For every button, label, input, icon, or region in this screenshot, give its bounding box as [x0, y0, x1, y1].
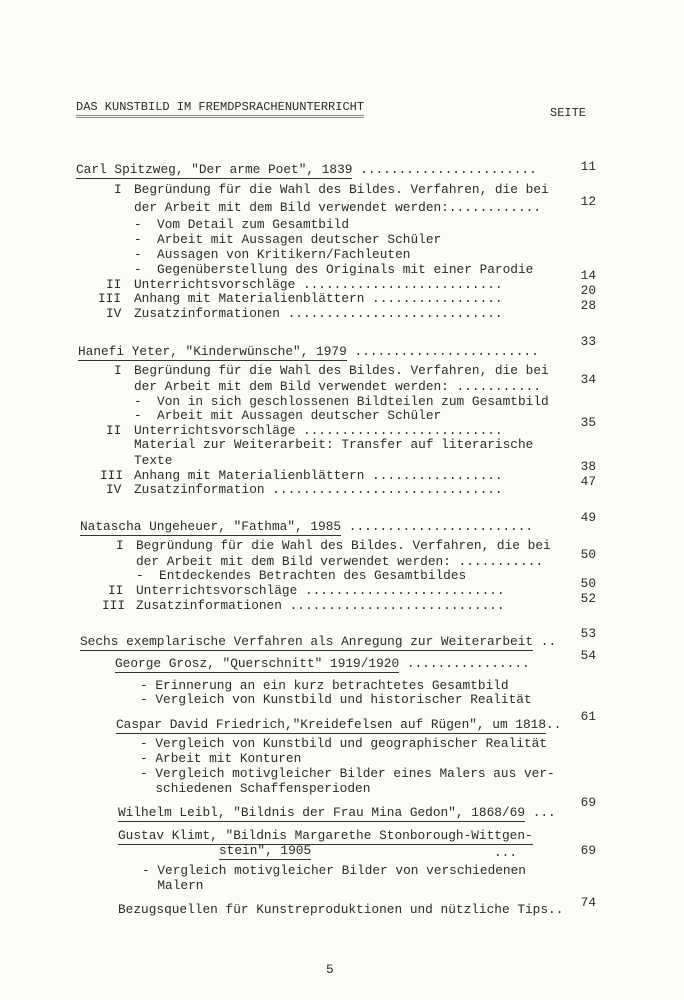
toc-entry: Texte	[134, 453, 173, 468]
toc-entry: Begründung für die Wahl des Bildes. Verfahren, die bei	[134, 182, 549, 197]
page-ref: 47	[580, 474, 596, 489]
toc-bullet: - Entdeckendes Betrachten des Gesamtbildes	[136, 568, 467, 583]
toc-bullet: Malern	[142, 878, 204, 893]
subsection-title: George Grosz, "Querschnitt" 1919/1920	[115, 656, 400, 671]
roman-numeral: IV	[106, 306, 122, 321]
toc-entry: Anhang mit Materialienblättern .................	[134, 291, 503, 306]
toc-bullet: - Vergleich von Kunstbild und historischer Realität	[140, 692, 532, 707]
toc-entry: der Arbeit mit dem Bild verwendet werden: ...........	[134, 379, 542, 394]
page-number: 5	[326, 962, 334, 977]
toc-bullet: - Gegenüberstellung des Originals mit einer Parodie	[134, 262, 534, 277]
roman-numeral: III	[98, 291, 122, 306]
toc-entry: Anhang mit Materialienblättern .................	[134, 468, 503, 483]
toc-entry: Zusatzinformation ..............................	[134, 482, 503, 497]
toc-bullet: - Von in sich geschlossenen Bildteilen zum Gesamtbild	[134, 394, 549, 409]
toc-subsection-klimt	[118, 828, 533, 844]
roman-numeral: I	[114, 182, 122, 197]
page-ref: 69	[580, 795, 596, 810]
toc-subsection-grosz	[115, 656, 530, 672]
toc-subsection-klimt-cont	[219, 843, 311, 859]
roman-numeral: I	[114, 363, 122, 378]
toc-bullet: - Arbeit mit Aussagen deutscher Schüler	[134, 232, 442, 247]
page-column-label: SEITE	[550, 106, 587, 120]
toc-entry: Unterrichtsvorschläge ..........................	[136, 583, 505, 598]
toc-entry: Unterrichtsvorschläge ..........................	[134, 423, 503, 438]
page-ref: 54	[580, 648, 596, 663]
toc-subsection-leibl	[118, 805, 556, 821]
toc-entry: Unterrichtsvorschläge ..........................	[134, 277, 503, 292]
leader-dots: .......................	[352, 162, 537, 177]
page-ref: 34	[580, 372, 596, 387]
page-ref: 38	[580, 459, 596, 474]
toc-bullet: schiedenen Schaffensperioden	[140, 781, 371, 796]
page-ref: 50	[580, 576, 596, 591]
toc-section-spitzweg	[76, 162, 537, 178]
toc-bullet: - Aussagen von Kritikern/Fachleuten	[134, 247, 411, 262]
toc-bullet: - Erinnerung an ein kurz betrachtetes Gesamtbild	[140, 678, 509, 693]
page-ref: 28	[580, 298, 596, 313]
toc-entry-bezugsquellen: Bezugsquellen für Kunstreproduktionen und nützliche Tips..	[118, 902, 564, 917]
toc-bullet: - Vom Detail zum Gesamtbild	[134, 217, 350, 232]
roman-numeral: III	[102, 598, 126, 613]
page-ref: 33	[580, 334, 596, 349]
page-ref: 53	[580, 626, 596, 641]
toc-bullet: - Vergleich motivgleicher Bilder eines Malers aus ver-	[140, 766, 555, 781]
subsection-title: Caspar David Friedrich,"Kreidefelsen auf Rügen", um 1818	[116, 717, 547, 732]
page-ref: 12	[580, 194, 596, 209]
toc-bullet: - Vergleich von Kunstbild und geographischer Realität	[140, 736, 548, 751]
page-ref: 52	[580, 591, 596, 606]
toc-subsection-friedrich	[116, 717, 561, 733]
roman-numeral: II	[108, 583, 124, 598]
roman-numeral: IV	[106, 482, 122, 497]
toc-bullet: - Arbeit mit Aussagen deutscher Schüler	[134, 408, 442, 423]
page-ref: 14	[580, 268, 596, 283]
toc-section-verfahren	[80, 634, 556, 650]
document-title	[76, 99, 364, 115]
toc-entry: der Arbeit mit dem Bild verwendet werden:............	[134, 200, 542, 215]
toc-section-ungeheuer	[80, 519, 533, 535]
section-title: Hanefi Yeter, "Kinderwünsche", 1979	[78, 344, 347, 359]
leader-dots: ..	[533, 634, 557, 649]
roman-numeral: III	[100, 468, 124, 483]
toc-entry: Begründung für die Wahl des Bildes. Verfahren, die bei	[136, 538, 551, 553]
leader-dots: ........................	[341, 519, 534, 534]
section-title: Natascha Ungeheuer, "Fathma", 1985	[80, 519, 342, 534]
section-title: Sechs exemplarische Verfahren als Anregung zur Weiterarbeit	[80, 634, 534, 649]
page-ref: 69	[580, 843, 596, 858]
roman-numeral: I	[116, 538, 124, 553]
subsection-title: Gustav Klimt, "Bildnis Margarethe Stonborough-Wittgen-	[118, 828, 533, 843]
page-ref: 20	[580, 283, 596, 298]
toc-entry: der Arbeit mit dem Bild verwendet werden: ...........	[136, 554, 544, 569]
toc-entry: Zusatzinformationen ............................	[136, 598, 505, 613]
leader-dots: ...	[494, 845, 518, 860]
leader-dots: ..	[546, 717, 562, 732]
page-ref: 61	[580, 709, 596, 724]
toc-entry: Begründung für die Wahl des Bildes. Verfahren, die bei	[134, 363, 549, 378]
roman-numeral: II	[106, 277, 122, 292]
document-title-text: DAS KUNSTBILD IM FREMDPSRACHENUNTERRICHT	[76, 100, 364, 118]
leader-dots: ................	[399, 656, 530, 671]
page-ref: 50	[580, 547, 596, 562]
page-ref: 49	[580, 510, 596, 525]
toc-entry: Zusatzinformationen ............................	[134, 306, 503, 321]
leader-dots: ...	[525, 805, 556, 820]
toc-bullet: - Arbeit mit Konturen	[140, 751, 302, 766]
section-title: Carl Spitzweg, "Der arme Poet", 1839	[76, 162, 353, 177]
subsection-title: Wilhelm Leibl, "Bildnis der Frau Mina Gedon", 1868/69	[118, 805, 526, 820]
page-ref: 74	[580, 895, 596, 910]
page-ref: 11	[580, 159, 596, 174]
roman-numeral: II	[106, 423, 122, 438]
page-ref: 35	[580, 415, 596, 430]
toc-section-yeter	[78, 344, 539, 360]
toc-bullet: - Vergleich motivgleicher Bilder von verschiedenen	[142, 863, 526, 878]
toc-entry: Material zur Weiterarbeit: Transfer auf literarische	[134, 437, 534, 452]
leader-dots: ........................	[346, 344, 539, 359]
subsection-title: stein", 1905	[219, 843, 312, 858]
